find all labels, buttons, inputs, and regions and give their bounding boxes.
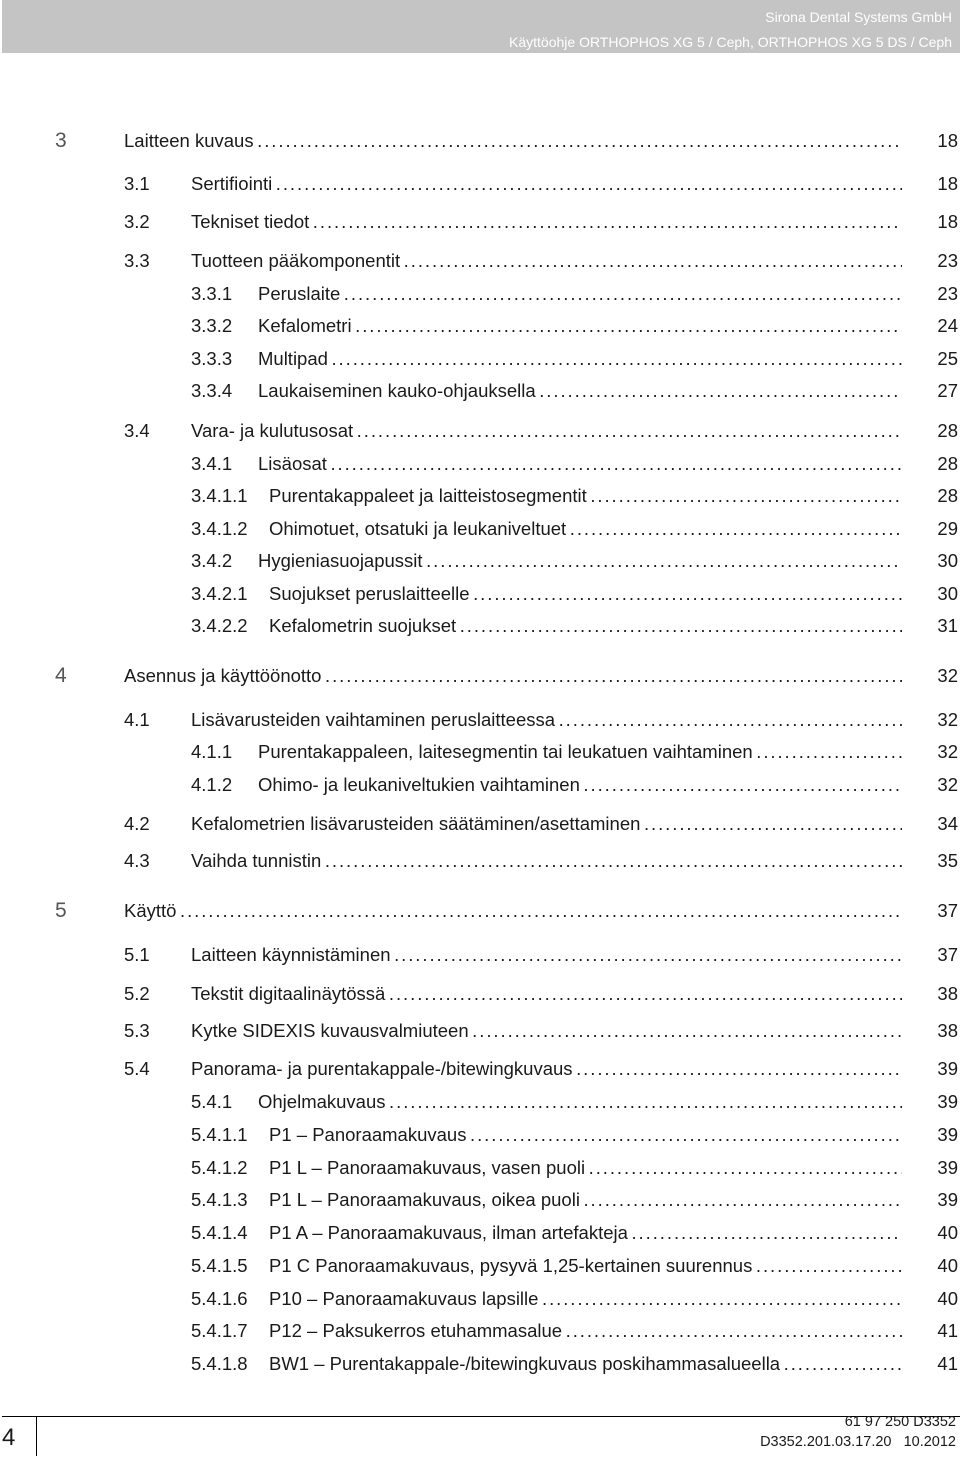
toc-entry-title: Kefalometrin suojukset . . . [269,613,902,639]
page-number: 4 [2,1424,16,1451]
toc-entry-number: 3.3.1 [191,283,233,304]
toc-entry-number: 3.4.2 [191,550,233,571]
toc-entry-number: 3.4.2.2 [191,615,248,636]
toc-entry-title: P1 A – Panoraamakuvaus, ilman artefakteja . . . [269,1220,902,1246]
toc-entry-title: Tekstit digitaalinäytössä . . . [191,981,902,1007]
toc-entry-number: 3.2 [124,211,150,232]
document-code [760,1412,956,1452]
toc-entry-title: Tuotteen pääkomponentit . . . [191,248,902,274]
toc-entry-number: 5.4.1.8 [191,1353,248,1374]
toc-entry-page: 41 [937,1320,958,1341]
toc-entry-title: Peruslaite . . . [258,281,902,307]
toc-entry-title: Tekniset tiedot . . . [191,209,902,235]
toc-entry-page: 18 [937,173,958,194]
toc-entry-number: 4.1 [124,709,150,730]
toc-entry-title: P12 – Paksukerros etuhammasalue . . . [269,1318,902,1344]
toc-entry-number: 3 [55,129,67,152]
company-name: Sirona Dental Systems GmbH [765,9,952,25]
toc-entry-title: P1 – Panoraamakuvaus . . . [269,1122,902,1148]
toc-entry-page: 23 [937,250,958,271]
toc-entry-title: Lisäosat . . . [258,451,902,477]
toc-entry-number: 5.1 [124,944,150,965]
toc-entry-number: 5.4.1.5 [191,1255,248,1276]
toc-entry-page: 35 [937,850,958,871]
toc-entry-number: 5.4.1.4 [191,1222,248,1243]
toc-entry-page: 25 [937,348,958,369]
toc-entry-number: 3.4.1.1 [191,485,248,506]
toc-entry-number: 4.2 [124,813,150,834]
page-header [2,0,960,53]
toc-entry-page: 30 [937,550,958,571]
toc-entry-page: 24 [937,315,958,336]
toc-entry-number: 5.4.1.1 [191,1124,248,1145]
toc-entry-title: Lisävarusteiden vaihtaminen peruslaitteessa . . . [191,707,902,733]
toc-entry-page: 40 [937,1222,958,1243]
toc-entry-number: 3.3.4 [191,380,233,401]
toc-entry-page: 37 [937,900,958,921]
toc-entry-number: 5 [55,899,67,922]
toc-entry-page: 39 [937,1157,958,1178]
toc-entry-title: BW1 – Purentakappale-/bitewingkuvaus poskihammasalueella . . . [269,1351,902,1377]
toc-entry-title: Asennus ja käyttöönotto . . . [124,663,902,689]
toc-entry-title: Kytke SIDEXIS kuvausvalmiuteen . . . [191,1018,902,1044]
toc-entry-page: 32 [937,741,958,762]
toc-entry-page: 18 [937,130,958,151]
toc-entry-number: 3.1 [124,173,150,194]
toc-entry-page: 28 [937,453,958,474]
toc-entry-number: 4 [55,664,67,687]
toc-entry-title: P10 – Panoraamakuvaus lapsille . . . [269,1286,902,1312]
toc-entry-page: 39 [937,1189,958,1210]
toc-entry-page: 38 [937,1020,958,1041]
footer-vertical-divider [36,1416,37,1456]
toc-entry-number: 4.3 [124,850,150,871]
toc-entry-page: 28 [937,485,958,506]
toc-entry-number: 4.1.1 [191,741,233,762]
toc-entry-title: P1 L – Panoraamakuvaus, vasen puoli . . . [269,1155,902,1181]
toc-entry-page: 30 [937,583,958,604]
toc-entry-title: Käyttö . . . [124,898,902,924]
toc-entry-number: 3.4.1 [191,453,233,474]
toc-entry-page: 32 [937,665,958,686]
toc-entry-title: Multipad . . . [258,346,902,372]
toc-entry-title: Kefalometrien lisävarusteiden säätäminen/asettaminen . . . [191,811,902,837]
toc-entry-title: Ohimotuet, otsatuki ja leukaniveltuet . . . [269,516,902,542]
toc-entry-page: 34 [937,813,958,834]
toc-entry-title: Purentakappaleen, laitesegmentin tai leukatuen vaihtaminen . . . [258,739,902,765]
toc-entry-page: 39 [937,1124,958,1145]
toc-entry-number: 3.3 [124,250,150,271]
toc-entry-title: Laitteen kuvaus . . . [124,128,902,154]
toc-entry-page: 29 [937,518,958,539]
toc-entry-number: 5.4 [124,1058,150,1079]
toc-entry-page: 37 [937,944,958,965]
toc-entry-page: 18 [937,211,958,232]
toc-entry-title: Vara- ja kulutusosat . . . [191,418,902,444]
toc-entry-number: 5.2 [124,983,150,1004]
toc-entry-page: 28 [937,420,958,441]
toc-entry-number: 3.4.1.2 [191,518,248,539]
toc-entry-page: 31 [937,615,958,636]
toc-entry-page: 32 [937,709,958,730]
toc-entry-page: 41 [937,1353,958,1374]
toc-entry-page: 40 [937,1255,958,1276]
toc-entry-number: 5.4.1.3 [191,1189,248,1210]
manual-title: Käyttöohje ORTHOPHOS XG 5 / Ceph, ORTHOPHOS XG 5 DS / Ceph [509,34,952,50]
toc-entry-title: Kefalometri . . . [258,313,902,339]
toc-entry-number: 3.4 [124,420,150,441]
toc-entry-number: 3.3.2 [191,315,233,336]
order-number: 61 97 250 D3352 [844,1414,956,1430]
toc-entry-number: 5.4.1.7 [191,1320,248,1341]
toc-entry-number: 5.4.1.6 [191,1288,248,1309]
toc-entry-number: 5.3 [124,1020,150,1041]
toc-entry-title: Laukaiseminen kauko-ohjauksella . . . [258,378,902,404]
toc-entry-page: 39 [937,1091,958,1112]
toc-entry-number: 3.4.2.1 [191,583,248,604]
toc-entry-number: 4.1.2 [191,774,233,795]
toc-entry-title: Panorama- ja purentakappale-/bitewingkuvaus . . . [191,1056,902,1082]
toc-entry-title: Ohimo- ja leukaniveltukien vaihtaminen . . . [258,772,902,798]
toc-entry-page: 23 [937,283,958,304]
toc-entry-title: P1 C Panoraamakuvaus, pysyvä 1,25-kertainen suurennus . . . [269,1253,902,1279]
toc-entry-page: 32 [937,774,958,795]
toc-entry-page: 40 [937,1288,958,1309]
toc-entry-page: 38 [937,983,958,1004]
toc-entry-title: Hygieniasuojapussit . . . [258,548,902,574]
toc-entry-number: 5.4.1 [191,1091,233,1112]
toc-entry-page: 39 [937,1058,958,1079]
toc-entry-title: Laitteen käynnistäminen . . . [191,942,902,968]
toc-entry-number: 3.3.3 [191,348,233,369]
toc-entry-title: Ohjelmakuvaus . . . [258,1089,902,1115]
toc-entry-title: Vaihda tunnistin . . . [191,848,902,874]
toc-entry-page: 27 [937,380,958,401]
toc-entry-title: P1 L – Panoraamakuvaus, oikea puoli . . . [269,1187,902,1213]
toc-entry-title: Sertifiointi . . . [191,171,902,197]
doc-revision: D3352.201.03.17.20 10.2012 [760,1434,956,1450]
toc-entry-number: 5.4.1.2 [191,1157,248,1178]
toc-entry-title: Suojukset peruslaitteelle . . . [269,581,902,607]
toc-entry-title: Purentakappaleet ja laitteistosegmentit . . . [269,483,902,509]
